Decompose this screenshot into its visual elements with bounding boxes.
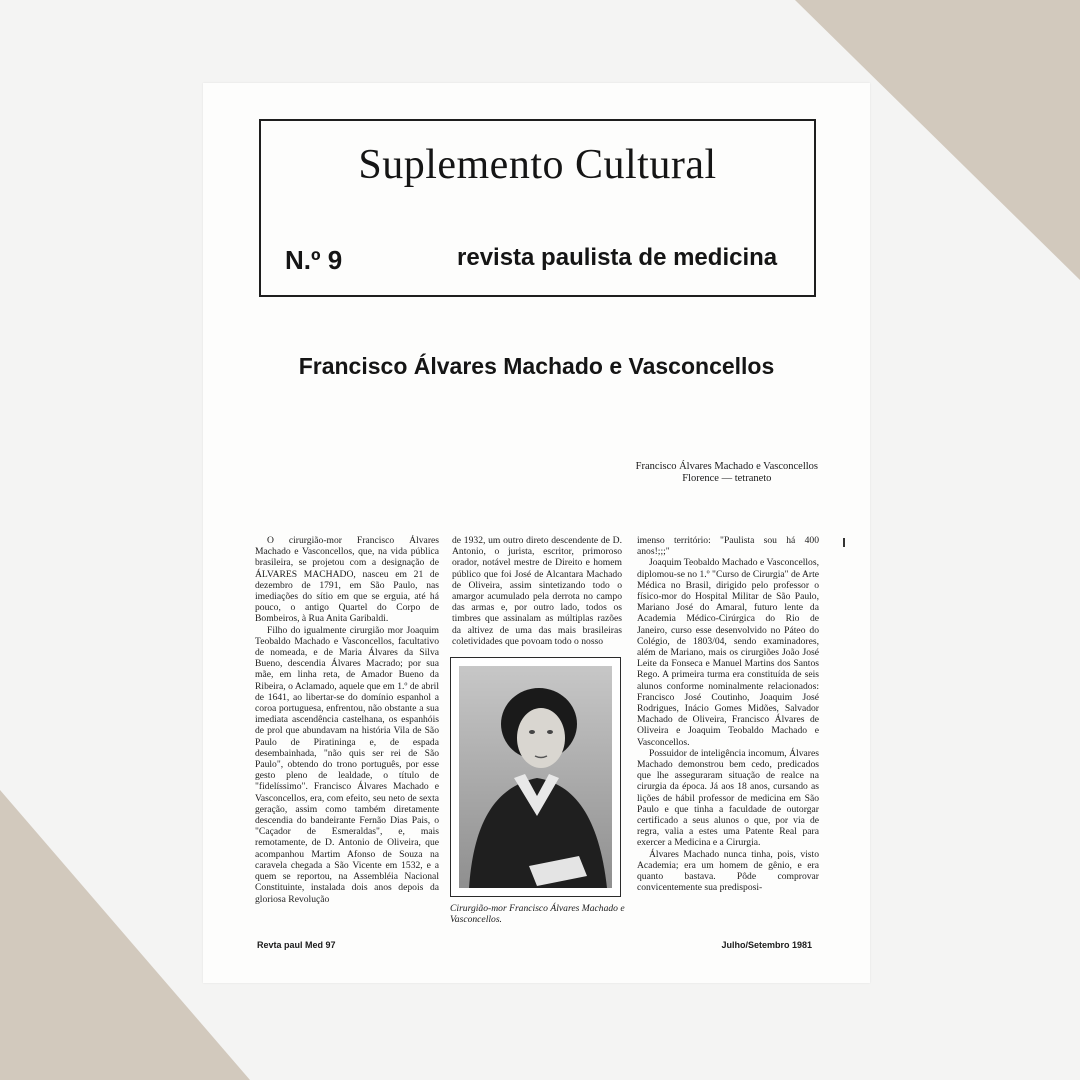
portrait-photo — [459, 666, 612, 888]
margin-mark — [843, 538, 845, 547]
footer-date: Julho/Setembro 1981 — [721, 940, 812, 950]
article-title: Francisco Álvares Machado e Vasconcellos — [298, 353, 775, 379]
text-column-1 — [255, 535, 439, 925]
byline-relation: Florence — tetraneto — [682, 473, 772, 484]
portrait-image — [459, 666, 612, 888]
paragraph: Possuidor de inteligência incomum, Álvares Machado demonstrou bem cedo, predicados que lhe asseguraram situação de realce na cirurgia da época. Já aos 18 anos, cursando as lições de hábil professor de medicina em São Paulo e que tinha a faculdade de outorgar certificado a seus alunos o que, por via de regra, valia a estes uma Patente Real para exercer a Medicina e a Cirurgia. — [637, 747, 819, 849]
paragraph: Filho do igualmente cirurgião mor Joaquim Teobaldo Machado e Vasconcellos, facultativo de nomeada, e de Maria Álvares da Silva Bueno, descendia Álvares Macrado; por sua mãe, em linha reta, de Amador Bueno da Ribeira, o Aclamado, aquele que em 1.º de abril de 1641, ao libertar-se do domínio espanhol a coroa portuguesa, enfrentou, não obstante a sua imediata ascendência castelhana, os espanhóis de prol que abundavam na história Vila de São Paulo de Piratininga e, de espada desembainhada, "não quis ser rei de São Paulo", obtendo do trono português, por esse gesto pleno de lealdade, o título de "fidelíssimo". Francisco Álvares Machado e Vasconcellos, era, com efeito, seu neto de sexta geração, assim como também diretamente descendia do bandeirante Fernão Dias Pais, o "Caçador de Esmeraldas", e, mais remotamente, de D. Antonio de Oliveira, que acompanhou Martim Afonso de Souza na caravela chegada a São Vicente em 1532, e a quem se reportou, na Assembléia Nacional Constituinte, instalada dois anos depois da gloriosa Revolução — [255, 624, 439, 905]
text-column-2 — [452, 535, 622, 655]
masthead-box — [259, 119, 816, 297]
text-column-3 — [637, 535, 819, 945]
paragraph: Joaquim Teobaldo Machado e Vasconcellos, diplomou-se no 1.º "Curso de Cirurgia" de Arte Médica no Brasil, dirigido pelo professor o físico-mor do Hospital Militar de São Paulo, Mariano José do Amaral, futuro lente da Academia Médico-Cirúrgica do Rio de Janeiro, curso esse desenvolvido no Páteo do Colégio, de 1803/04, sendo examinadores, além de Mariano, mais os cirurgiões João José Leite da Fonseca e Manuel Martins dos Santos Rego. A primeira turma era constituída de seis alunos conforme nominalmente relacionados: Francisco José Coutinho, Joaquim José Rodrigues, Inácio Gomes Midões, Salvador Machado de Oliveira, Francisco Álvares de Oliveira e Joaquim Teobaldo Machado e Vasconcellos. — [637, 557, 819, 748]
paragraph: de 1932, um outro direto descendente de D. Antonio, o jurista, escritor, primoroso orador, notável mestre de Direito e homem público que foi José de Alcantara Machado de Oliveira, assim sintetizando todo o amargor acumulado pela derrota no campo das armas e, por outro lado, todos os timbres que assinalam as múltiplas razões da altivez de uma das mais brasileiras coletividades que povoam todo o nosso — [452, 535, 622, 647]
paragraph: O cirurgião-mor Francisco Álvares Machado e Vasconcellos, que, na vida pública brasileira, se projetou com a designação de ÁLVARES MACHADO, nasceu em 21 de dezembro de 1791, em São Paulo, nas imediações do sítio em que se erguia, até há pouco, o antigo Quartel do Corpo de Bombeiros, à Rua Anita Garibaldi. — [255, 535, 439, 625]
supplement-title: Suplemento Cultural — [358, 142, 717, 188]
portrait-photo-frame — [450, 657, 621, 897]
paragraph: imenso território: "Paulista sou há 400 anos!;;;" — [637, 535, 819, 558]
paragraph: Álvares Machado nunca tinha, pois, visto Academia; era um homem de gênio, e era quanto bastava. Pôde comprovar convicentemente sua predisposi- — [637, 848, 819, 894]
byline-author: Francisco Álvares Machado e Vasconcellos — [635, 461, 818, 472]
issue-number: N.º 9 — [285, 245, 343, 275]
footer-journal-reference: Revta paul Med 97 — [257, 940, 336, 950]
scanned-page — [203, 83, 870, 983]
publication-name: revista paulista de medicina — [457, 244, 778, 271]
article-byline — [636, 461, 818, 485]
photo-caption: Cirurgião-mor Francisco Álvares Machado e Vasconcellos. — [450, 903, 625, 925]
